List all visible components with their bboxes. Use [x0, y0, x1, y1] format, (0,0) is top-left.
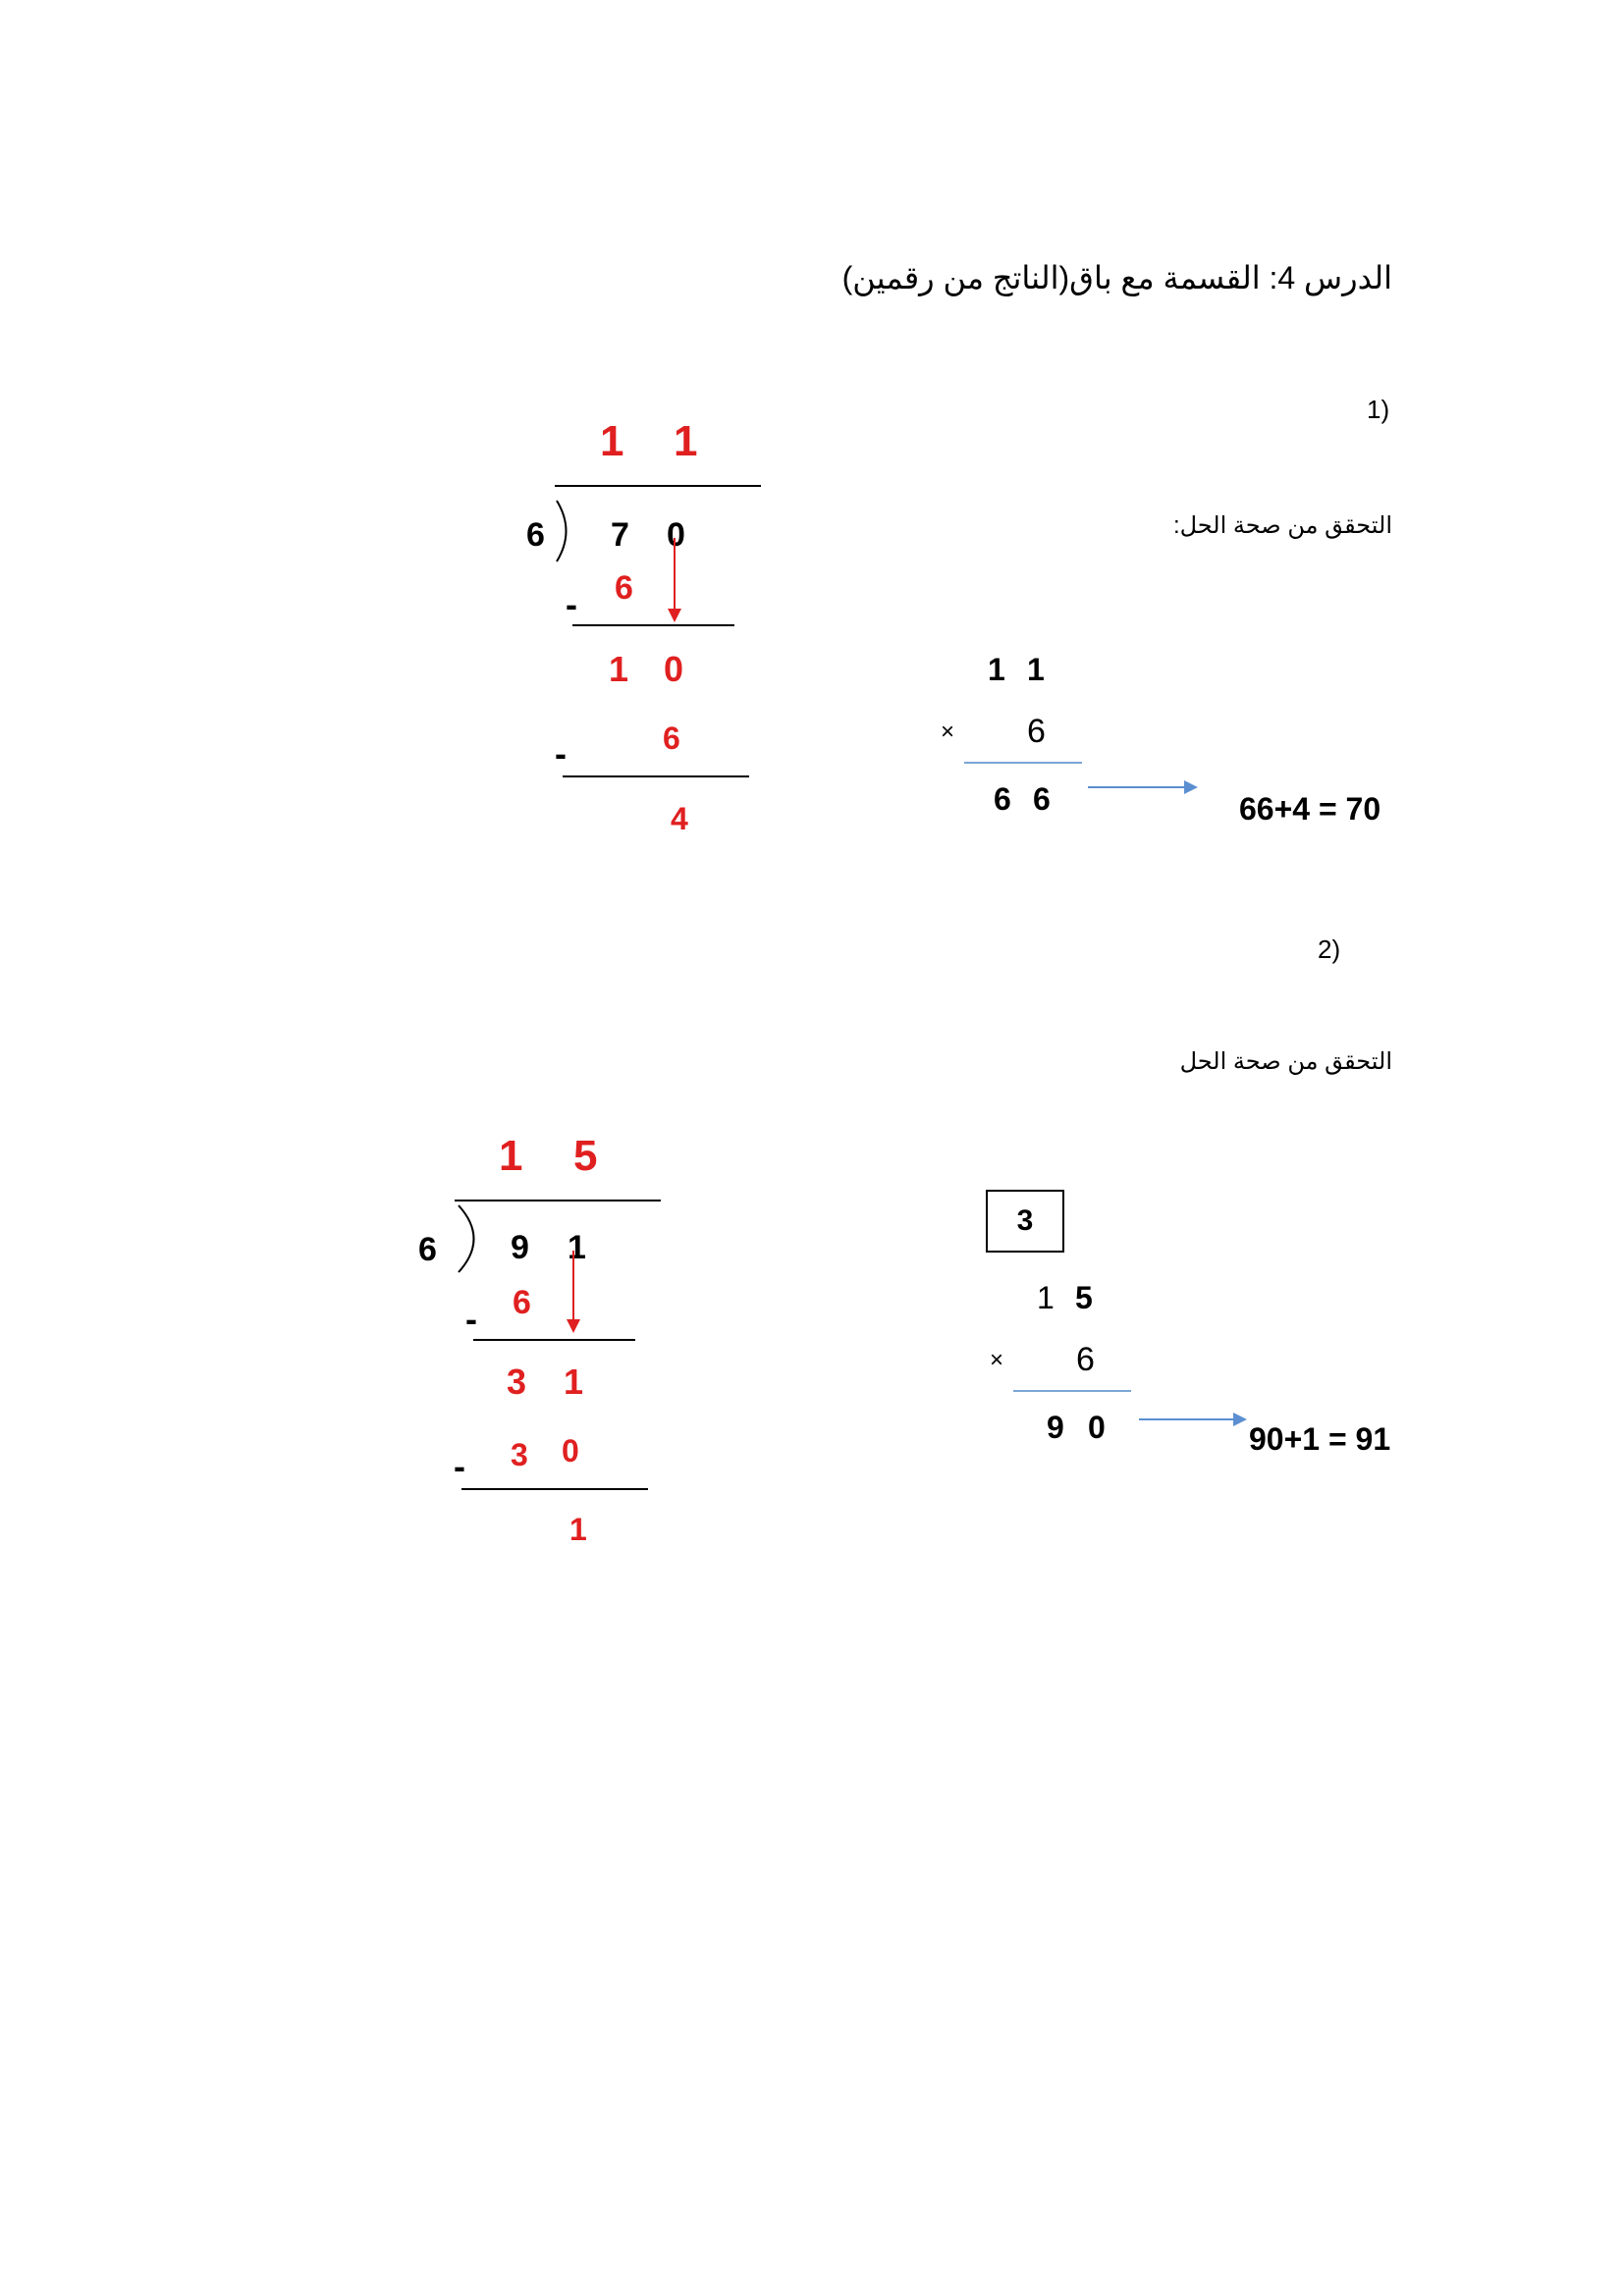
problem-2-carry-box: 3 — [986, 1190, 1064, 1253]
problem-2-check-arrowhead — [1233, 1413, 1247, 1426]
problem-1-remainder: 4 — [671, 801, 688, 836]
problem-1-divisor: 6 — [526, 516, 545, 554]
problem-2-dividend-digit-2: 1 — [568, 1229, 586, 1266]
problem-2-minus-sign-1: - — [465, 1299, 477, 1339]
problem-2-division-bracket — [459, 1205, 474, 1272]
problem-2-times-sign: × — [990, 1347, 1004, 1373]
problem-1-bring-down-arrowhead — [668, 609, 681, 622]
problem-1-quotient-digit-1: 1 — [600, 417, 624, 465]
problem-2-number: 2) — [1318, 934, 1341, 964]
problem-1-product-digit-1: 6 — [994, 781, 1011, 817]
problem-2-multiplicand-digit-2: 5 — [1075, 1280, 1093, 1315]
problem-1-check-label: التحقق من صحة الحل: — [1172, 512, 1392, 539]
problem-2-minus-sign-2: - — [454, 1446, 465, 1486]
problem-1-equation: 66+4 = 70 — [1239, 791, 1381, 827]
problem-2-step2-subtrahend-digit-2: 0 — [562, 1433, 579, 1468]
problem-2-step1-result-digit-1: 3 — [507, 1362, 527, 1402]
problem-2-step2-subtrahend-digit-1: 3 — [511, 1437, 528, 1472]
problem-1-division-bracket — [557, 501, 567, 561]
problem-1-multiplier: 6 — [1027, 713, 1046, 750]
problem-1-minus-sign-2: - — [555, 733, 567, 774]
problem-1-step1-result-digit-1: 1 — [609, 649, 629, 689]
problem-2-check-label: التحقق من صحة الحل — [1179, 1048, 1392, 1075]
problem-1-minus-sign-1: - — [566, 584, 577, 624]
problem-2-step1-subtrahend: 6 — [513, 1284, 531, 1321]
problem-1-quotient-digit-2: 1 — [674, 417, 698, 465]
problem-2-divisor: 6 — [418, 1231, 437, 1268]
problem-1-multiplicand-digit-2: 1 — [1027, 652, 1045, 687]
problem-1-number: 1) — [1367, 395, 1390, 424]
problem-2-dividend-digit-1: 9 — [511, 1229, 529, 1266]
problem-2-product-digit-1: 9 — [1047, 1410, 1064, 1445]
problem-1-check-arrowhead — [1184, 780, 1198, 794]
problem-1-step1-result-digit-2: 0 — [664, 649, 684, 689]
problem-1-times-sign: × — [941, 719, 955, 745]
problem-1-dividend-digit-2: 0 — [667, 516, 685, 554]
problem-2-product-digit-2: 0 — [1088, 1410, 1106, 1445]
problem-1-dividend-digit-1: 7 — [611, 516, 629, 554]
problem-2-remainder: 1 — [569, 1512, 587, 1547]
problem-1-step2-subtrahend: 6 — [663, 721, 680, 756]
problem-2-bring-down-arrowhead — [567, 1319, 580, 1333]
problem-1-step1-subtrahend: 6 — [615, 569, 633, 607]
problem-2-multiplicand-digit-1: 1 — [1037, 1280, 1055, 1315]
problem-1-product-digit-2: 6 — [1033, 781, 1051, 817]
problem-2-equation: 90+1 = 91 — [1249, 1421, 1391, 1457]
problem-2-quotient-digit-2: 5 — [573, 1132, 598, 1180]
problem-1-multiplicand-digit-1: 1 — [988, 652, 1005, 687]
problem-2-quotient-digit-1: 1 — [499, 1132, 523, 1180]
problem-2-multiplier: 6 — [1076, 1341, 1095, 1378]
page-title: الدرس 4: القسمة مع باق(الناتج من رقمين) — [841, 260, 1392, 295]
problem-2-step1-result-digit-2: 1 — [564, 1362, 584, 1402]
